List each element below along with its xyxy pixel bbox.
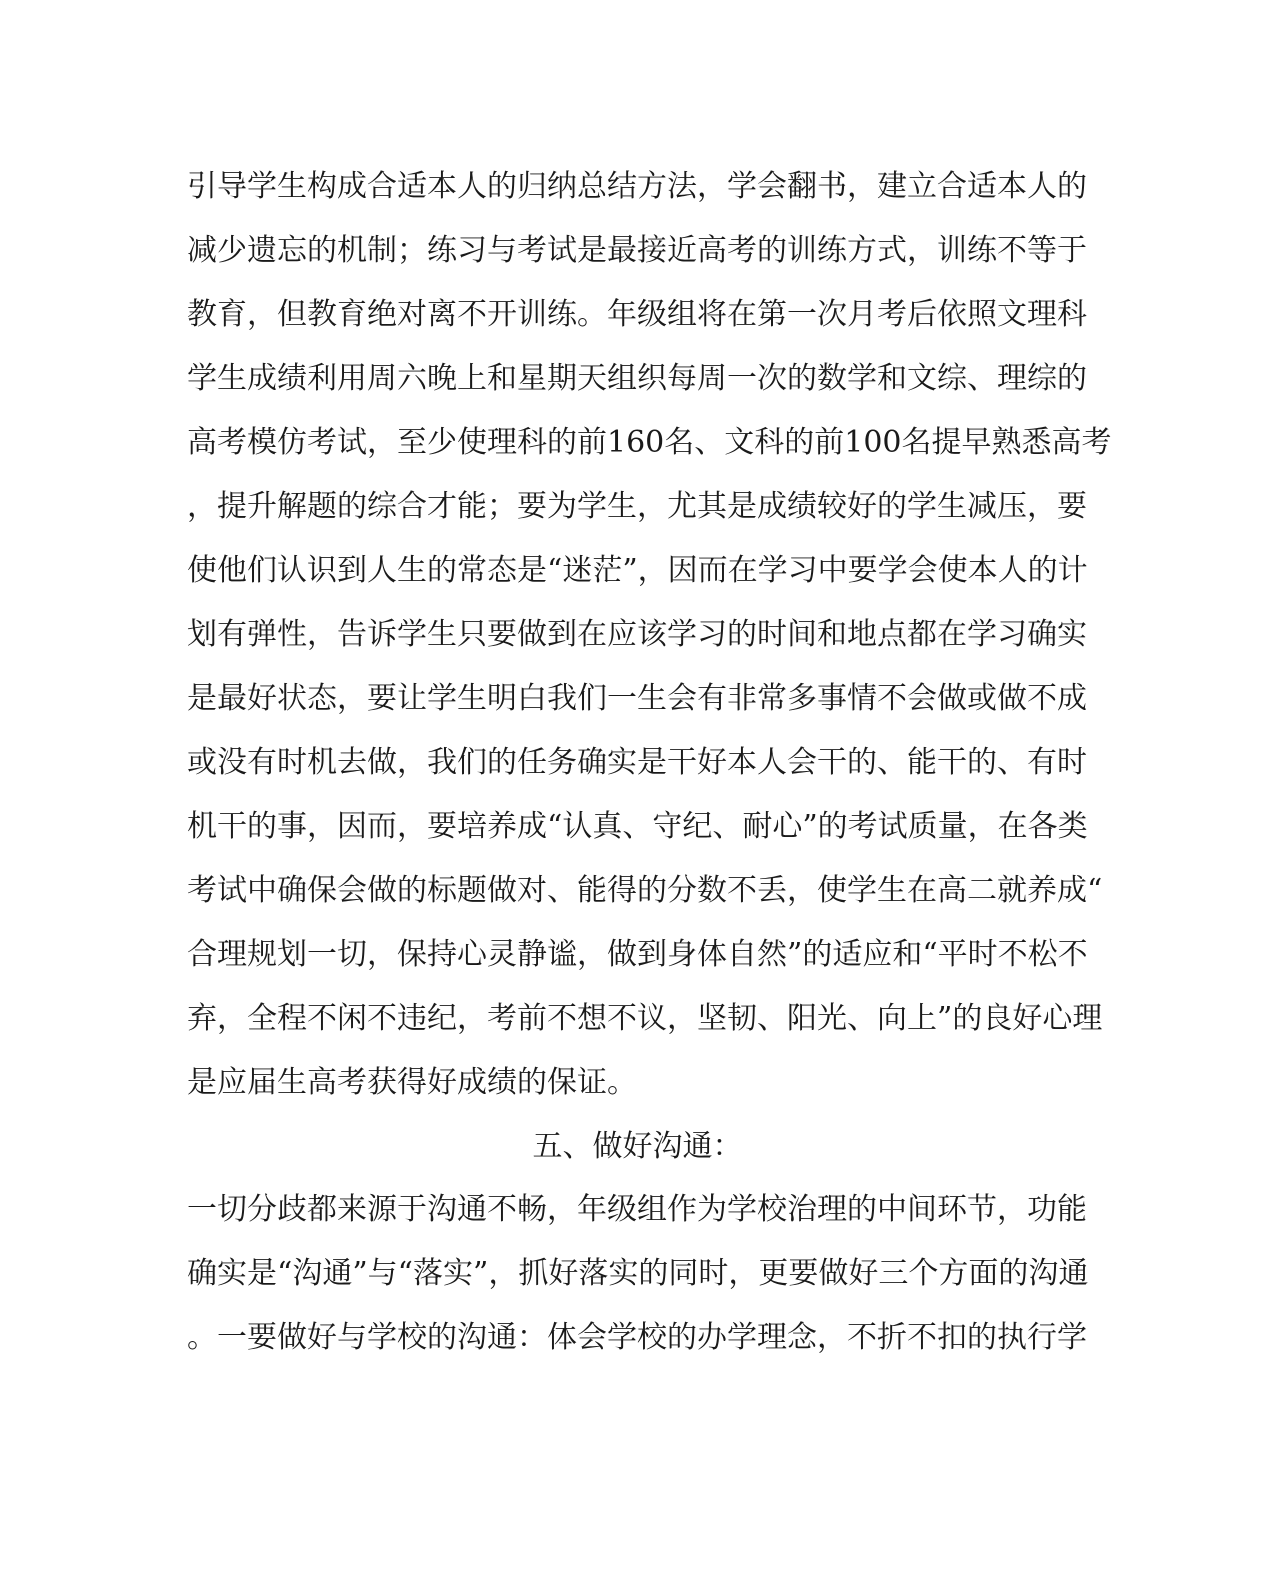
text-line: 弃，全程不闲不违纪，考前不想不议，坚韧、阳光、向上”的良好心理 bbox=[187, 1001, 1103, 1036]
text-line: 一切分歧都来源于沟通不畅，年级组作为学校治理的中间环节，功能 bbox=[187, 1192, 1087, 1227]
text-line: 是最好状态，要让学生明白我们一生会有非常多事情不会做或做不成 bbox=[187, 681, 1087, 716]
text-line: 减少遗忘的机制；练习与考试是最接近高考的训练方式，训练不等于 bbox=[187, 233, 1087, 268]
text-line: 确实是“沟通”与“落实”，抓好落实的同时，更要做好三个方面的沟通 bbox=[187, 1256, 1089, 1291]
text-line: 使他们认识到人生的常态是“迷茫”，因而在学习中要学会使本人的计 bbox=[187, 553, 1088, 588]
text-line: 。一要做好与学校的沟通：体会学校的办学理念，不折不扣的执行学 bbox=[187, 1320, 1087, 1355]
paragraph-1 bbox=[187, 155, 1112, 1115]
text-line: 合理规划一切，保持心灵静谧，做到身体自然”的适应和“平时不松不 bbox=[187, 937, 1088, 972]
text-line: 高考模仿考试，至少使理科的前160名、文科的前100名提早熟悉高考 bbox=[187, 425, 1112, 460]
text-line: 引导学生构成合适本人的归纳总结方法，学会翻书，建立合适本人的 bbox=[187, 169, 1087, 204]
text-line: 学生成绩利用周六晚上和星期天组织每周一次的数学和文综、理综的 bbox=[187, 361, 1087, 396]
text-line: 教育，但教育绝对离不开训练。年级组将在第一次月考后依照文理科 bbox=[187, 297, 1087, 332]
text-line: 考试中确保会做的标题做对、能得的分数不丢，使学生在高二就养成“ bbox=[187, 873, 1103, 908]
section-heading: 五、做好沟通： bbox=[532, 1129, 743, 1164]
text-line: 划有弹性，告诉学生只要做到在应该学习的时间和地点都在学习确实 bbox=[187, 617, 1087, 652]
text-line: 是应届生高考获得好成绩的保证。 bbox=[187, 1065, 637, 1100]
text-line: 机干的事，因而，要培养成“认真、守纪、耐心”的考试质量，在各类 bbox=[187, 809, 1088, 844]
paragraph-2 bbox=[187, 1178, 1089, 1370]
text-line: 或没有时机去做，我们的任务确实是干好本人会干的、能干的、有时 bbox=[187, 745, 1087, 780]
text-line: ，提升解题的综合才能；要为学生，尤其是成绩较好的学生减压，要 bbox=[187, 489, 1087, 524]
